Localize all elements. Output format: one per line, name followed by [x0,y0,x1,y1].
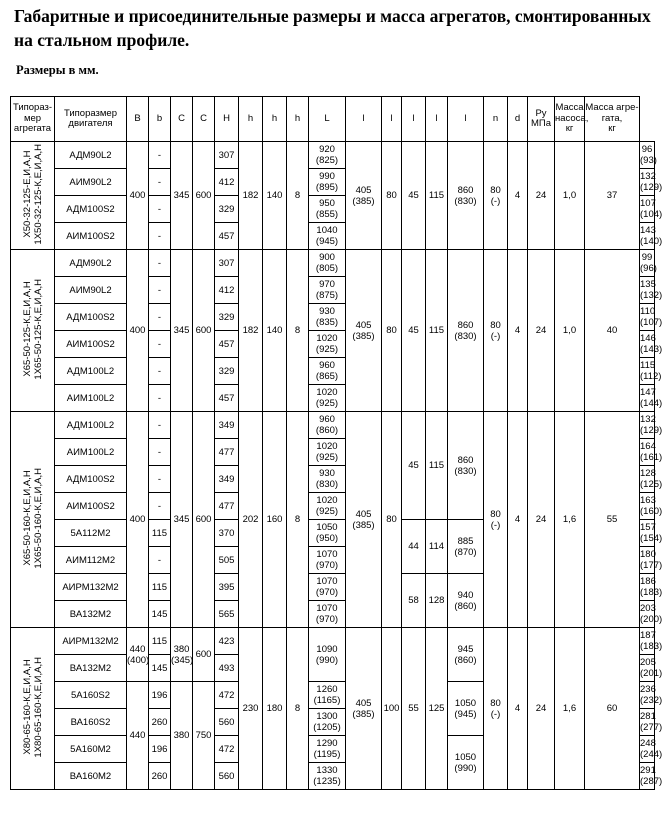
unit-type-cell [11,250,55,412]
table-cell: - [149,142,171,169]
table-cell: 472 [215,682,239,709]
table-row [11,628,655,655]
table-cell: 600 [193,628,215,682]
table-cell: 440 [127,682,149,790]
engine-type-cell: АИМ100S2 [55,331,127,358]
unit-mass-cell: 186 (183) [640,574,655,601]
column-header: Ру МПа [528,97,555,142]
unit-type-label: Х80-65-160-К,Е,И,А,Н 1Х80-65-160-К,Е,И,А,Н [21,656,44,758]
column-header: C [171,97,193,142]
column-header: Типоразмер двигателя [55,97,127,142]
table-cell: 140 [263,250,287,412]
table-cell: 457 [215,385,239,412]
table-cell: 140 [263,142,287,250]
table-cell: 1050 (990) [448,736,484,790]
table-cell: - [149,250,171,277]
table-cell: 400 [127,250,149,412]
table-cell: 115 [426,142,448,250]
engine-type-cell: 5А160М2 [55,736,127,763]
table-cell: 307 [215,142,239,169]
table-cell: 370 [215,520,239,547]
table-cell: 55 [402,628,426,790]
table-cell: 329 [215,196,239,223]
table-cell: - [149,439,171,466]
engine-type-cell: АДМ100L2 [55,358,127,385]
table-cell: 477 [215,439,239,466]
table-cell: 80 [382,250,402,412]
column-header: b [149,97,171,142]
table-cell: 457 [215,331,239,358]
unit-mass-cell: 163 (160) [640,493,655,520]
table-cell: 145 [149,655,171,682]
table-cell: 423 [215,628,239,655]
table-cell: 37 [585,142,640,250]
dimensions-table [10,96,662,790]
table-cell: 80 (-) [484,628,508,790]
table-cell: 565 [215,601,239,628]
table-cell: 196 [149,682,171,709]
table-cell: 4 [508,142,528,250]
table-cell: 950 (855) [309,196,346,223]
column-header: l [426,97,448,142]
table-cell: 560 [215,763,239,790]
table-cell: 395 [215,574,239,601]
table-cell: 345 [171,142,193,250]
table-cell: 472 [215,736,239,763]
unit-type-label: Х65-50-160-К,Е,И,А,Н 1Х65-50-160-К,Е,И,А,Н [21,467,44,569]
table-header-row [11,97,655,142]
unit-mass-cell: 115 (112) [640,358,655,385]
engine-type-cell: АИМ100S2 [55,223,127,250]
unit-type-label: Х50-32-125-Е,И,А,Н 1Х50-32-125-К,Е,И,А,Н [21,143,44,245]
table-cell: 115 [149,574,171,601]
table-cell: 180 [263,628,287,790]
column-header: Масса насоса, кг [555,97,585,142]
table-cell: 24 [528,250,555,412]
table-cell: 128 [426,574,448,628]
table-cell: 1020 (925) [309,385,346,412]
units-note: Размеры в мм. [16,63,99,77]
table-cell: 405 (385) [346,412,382,628]
unit-mass-cell: 146 (143) [640,331,655,358]
unit-mass-cell: 281 (277) [640,709,655,736]
engine-type-cell: АДМ90L2 [55,250,127,277]
table-cell: 24 [528,142,555,250]
table-cell: 380 [171,682,193,790]
engine-type-cell: АДМ100S2 [55,466,127,493]
table-cell: 1020 (925) [309,331,346,358]
table-cell: 440 (400) [127,628,149,682]
table-cell: 196 [149,736,171,763]
table-cell: - [149,412,171,439]
table-cell: 115 [149,520,171,547]
engine-type-cell: ВА132М2 [55,655,127,682]
table-cell: 4 [508,628,528,790]
table-cell: - [149,385,171,412]
unit-mass-cell: 187 (183) [640,628,655,655]
table-cell: 1070 (970) [309,601,346,628]
table-cell: 115 [426,412,448,520]
unit-mass-cell: 147 (144) [640,385,655,412]
unit-mass-cell: 96 (93) [640,142,655,169]
engine-type-cell: ВА160S2 [55,709,127,736]
table-cell: 1070 (970) [309,547,346,574]
table-cell: 1020 (925) [309,439,346,466]
table-cell: 600 [193,142,215,250]
table-cell: 115 [149,628,171,655]
table-cell: 80 (-) [484,412,508,628]
column-header: l [346,97,382,142]
engine-type-cell: ВА160М2 [55,763,127,790]
table-cell: 329 [215,304,239,331]
table-cell: 55 [585,412,640,628]
table-cell: 405 (385) [346,250,382,412]
table-cell: 960 (860) [309,412,346,439]
table-cell: 4 [508,250,528,412]
table-cell: 100 [382,628,402,790]
table-cell: 493 [215,655,239,682]
table-cell: 40 [585,250,640,412]
table-cell: 1020 (925) [309,493,346,520]
unit-mass-cell: 107 (104) [640,196,655,223]
table-cell: 1260 (1165) [309,682,346,709]
table-cell: 329 [215,358,239,385]
table-cell: 145 [149,601,171,628]
engine-type-cell: АДМ90L2 [55,142,127,169]
column-header: l [382,97,402,142]
engine-type-cell: АИМ100S2 [55,493,127,520]
table-cell: 405 (385) [346,628,382,790]
table-cell: 45 [402,142,426,250]
table-cell: - [149,277,171,304]
table-cell: 400 [127,412,149,628]
table-row [11,142,655,169]
engine-type-cell: АИМ112М2 [55,547,127,574]
table-cell: 400 [127,142,149,250]
table-cell: 8 [287,142,309,250]
table-cell: 345 [171,412,193,628]
table-cell: - [149,358,171,385]
table-cell: - [149,493,171,520]
table-cell: 1300 (1205) [309,709,346,736]
column-header: h [263,97,287,142]
table-cell: 345 [171,250,193,412]
table-cell: 182 [239,250,263,412]
table-cell: 1090 (990) [309,628,346,682]
engine-type-cell: АДМ100S2 [55,196,127,223]
table-cell: 1,6 [555,628,585,790]
table-cell: 24 [528,412,555,628]
table-cell: 477 [215,493,239,520]
table-cell: 349 [215,466,239,493]
engine-type-cell: АИМ90L2 [55,169,127,196]
table-cell: 380 (345) [171,628,193,682]
table-cell: 860 (830) [448,250,484,412]
table-cell: 412 [215,277,239,304]
table-cell: 160 [263,412,287,628]
column-header: Масса агре- гата, кг [585,97,640,142]
column-header: l [402,97,426,142]
table-cell: 940 (860) [448,574,484,628]
column-header: B [127,97,149,142]
unit-type-cell [11,412,55,628]
table-cell: 1050 (950) [309,520,346,547]
table-cell: 600 [193,412,215,628]
table-cell: 45 [402,250,426,412]
engine-type-cell: АИМ90L2 [55,277,127,304]
table-cell: 80 (-) [484,142,508,250]
table-cell: 920 (825) [309,142,346,169]
unit-mass-cell: 164 (161) [640,439,655,466]
table-cell: 600 [193,250,215,412]
engine-type-cell: АИМ100L2 [55,439,127,466]
table-cell: 349 [215,412,239,439]
table-cell: 307 [215,250,239,277]
column-header: n [484,97,508,142]
engine-type-cell: 5А112М2 [55,520,127,547]
column-header: d [508,97,528,142]
engine-type-cell: АДМ100S2 [55,304,127,331]
column-header: C [193,97,215,142]
table-cell: - [149,169,171,196]
table-cell: - [149,223,171,250]
table-cell: - [149,304,171,331]
table-cell: 930 (835) [309,304,346,331]
table-cell: 930 (830) [309,466,346,493]
table-cell: 44 [402,520,426,574]
table-cell: 860 (830) [448,412,484,520]
table-cell: 970 (875) [309,277,346,304]
column-header: h [287,97,309,142]
table-cell: - [149,547,171,574]
table-cell: 1,0 [555,142,585,250]
unit-mass-cell: 132 (129) [640,412,655,439]
unit-mass-cell: 135 (132) [640,277,655,304]
table-cell: 8 [287,412,309,628]
unit-type-cell [11,628,55,790]
table-cell: 1050 (945) [448,682,484,736]
table-cell: 58 [402,574,426,628]
unit-mass-cell: 128 (125) [640,466,655,493]
table-cell: 260 [149,763,171,790]
table-cell: 125 [426,628,448,790]
table-cell: 457 [215,223,239,250]
table-cell: 990 (895) [309,169,346,196]
table-cell: 1290 (1195) [309,736,346,763]
table-cell: 80 [382,412,402,628]
table-cell: 115 [426,250,448,412]
unit-type-label: Х65-50-125-К,Е,И,А,Н 1Х65-50-125-К,Е,И,А,Н [21,278,44,380]
table-cell: 8 [287,628,309,790]
unit-mass-cell: 110 (107) [640,304,655,331]
column-header: h [239,97,263,142]
unit-mass-cell: 143 (140) [640,223,655,250]
table-cell: 182 [239,142,263,250]
table-cell: 945 (860) [448,628,484,682]
table-row [11,412,655,439]
table-cell: 1070 (970) [309,574,346,601]
column-header: H [215,97,239,142]
table-cell: 750 [193,682,215,790]
table-cell: 505 [215,547,239,574]
unit-mass-cell: 236 (232) [640,682,655,709]
table-cell: 885 (870) [448,520,484,574]
table-cell: 60 [585,628,640,790]
column-header: L [309,97,346,142]
page-title: Габаритные и присоединительные размеры и масса агрегатов, смонтированных на стальном профиле. [14,6,651,50]
table-cell: 1040 (945) [309,223,346,250]
table-cell: 45 [402,412,426,520]
column-header: Типораз- мер агрегата [11,97,55,142]
engine-type-cell: ВА132М2 [55,601,127,628]
unit-mass-cell: 205 (201) [640,655,655,682]
engine-type-cell: АИМ100L2 [55,385,127,412]
column-header: l [448,97,484,142]
engine-type-cell: 5А160S2 [55,682,127,709]
table-cell: 202 [239,412,263,628]
table-cell: 960 (865) [309,358,346,385]
table-cell: 1330 (1235) [309,763,346,790]
unit-mass-cell: 180 (177) [640,547,655,574]
table-cell: 114 [426,520,448,574]
table-cell: 230 [239,628,263,790]
unit-type-cell [11,142,55,250]
unit-mass-cell: 132 (129) [640,169,655,196]
table-cell: 8 [287,250,309,412]
table-cell: 412 [215,169,239,196]
table-cell: - [149,196,171,223]
unit-mass-cell: 291 (287) [640,763,655,790]
table-row [11,250,655,277]
table-cell: 80 [382,142,402,250]
engine-type-cell: АИРМ132М2 [55,574,127,601]
table-cell: 1,6 [555,412,585,628]
unit-mass-cell: 248 (244) [640,736,655,763]
engine-type-cell: АИРМ132М2 [55,628,127,655]
table-cell: - [149,466,171,493]
table-cell: 560 [215,709,239,736]
table-cell: - [149,331,171,358]
table-cell: 405 (385) [346,142,382,250]
unit-mass-cell: 203 (200) [640,601,655,628]
table-cell: 260 [149,709,171,736]
table-cell: 24 [528,628,555,790]
table-cell: 1,0 [555,250,585,412]
table-cell: 860 (830) [448,142,484,250]
table-cell: 900 (805) [309,250,346,277]
unit-mass-cell: 157 (154) [640,520,655,547]
table-cell: 4 [508,412,528,628]
engine-type-cell: АДМ100L2 [55,412,127,439]
unit-mass-cell: 99 (96) [640,250,655,277]
table-cell: 80 (-) [484,250,508,412]
